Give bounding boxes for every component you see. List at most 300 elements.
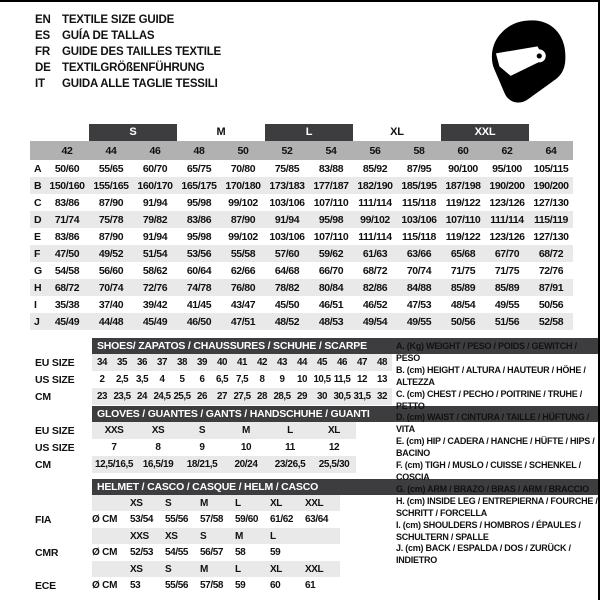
- measurement-value: 64/68: [274, 264, 300, 277]
- helmet-size-label: XXS: [130, 530, 149, 542]
- shoes-value: 36: [137, 357, 147, 368]
- measurement-value: 111/114: [490, 213, 524, 226]
- racing-helmet-icon: [489, 16, 567, 108]
- size-number: 54: [325, 144, 337, 157]
- shoes-value: 30,5: [333, 391, 351, 402]
- measurement-value: 72/76: [538, 264, 564, 277]
- size-group-xxl: XXL: [441, 124, 529, 141]
- legend-item: D. (cm) WAIST / CINTURA / TAILLE / HÜFTUNG / VITA: [396, 412, 589, 435]
- legend-item: B. (cm) HEIGHT / ALTURA / HAUTEUR / HÖHE / ALTEZZA: [396, 364, 586, 387]
- shoes-row-label: US SIZE: [35, 373, 75, 386]
- measurement-value: 185/195: [401, 179, 437, 192]
- size-group-xl: XL: [390, 126, 404, 138]
- shoes-value: 24: [137, 391, 147, 402]
- legend-item: E. (cm) HIP / CADERA / HANCHE / HÜFTE / HIPS / BACINO: [396, 436, 595, 459]
- measurement-value: 48/54: [450, 298, 476, 311]
- helmet-value: 57/58: [200, 580, 224, 591]
- helmet-value: 60: [270, 580, 281, 591]
- measurement-value: 70/80: [230, 162, 256, 175]
- measurement-row: [30, 245, 573, 262]
- helmet-unit-label: Ø CM: [92, 580, 118, 591]
- measurement-value: 46/50: [186, 315, 212, 328]
- measurement-value: 84/88: [406, 281, 432, 294]
- measurement-value: 85/92: [362, 162, 388, 175]
- shoes-value: 26: [197, 391, 207, 402]
- helmet-standard-label: CMR: [35, 546, 59, 559]
- gloves-value: 10: [240, 442, 252, 453]
- shoes-value: 25,5: [173, 391, 191, 402]
- measurement-value: 50/60: [54, 162, 80, 175]
- measurement-value: 187/198: [445, 179, 481, 192]
- helmet-size-label: XS: [165, 530, 178, 542]
- shoes-value: 9: [279, 374, 285, 385]
- shoes-row-label: EU SIZE: [35, 356, 75, 369]
- measurement-value: 105/115: [533, 162, 569, 175]
- gloves-value: S: [198, 425, 206, 436]
- measurement-value: 115/119: [534, 213, 568, 226]
- gloves-value: 8: [155, 442, 161, 453]
- size-group-m: M: [216, 126, 226, 138]
- legend-item: H. (cm) INSIDE LEG / ENTREPIERNA / FOURCHE / SCHRITT / FORCELLA: [396, 495, 598, 518]
- measurement-value: 50/56: [538, 298, 564, 311]
- measurement-row-letter: C: [34, 196, 42, 209]
- helmet-unit-label: Ø CM: [92, 547, 118, 558]
- size-number: 58: [413, 144, 425, 157]
- measurement-value: 87/90: [98, 196, 124, 209]
- language-code: IT: [35, 78, 45, 90]
- shoes-value: 13: [377, 374, 387, 385]
- helmet-value: 55/56: [165, 514, 189, 525]
- helmet-size-label: S: [165, 563, 172, 575]
- measurement-value: 90/100: [448, 162, 478, 175]
- measurement-value: 47/51: [230, 315, 256, 328]
- size-group-row: [30, 124, 573, 141]
- helmet-value: 59: [270, 547, 281, 558]
- helmet-size-label: S: [165, 497, 172, 509]
- gloves-value: 12,5/16,5: [94, 459, 134, 470]
- measurement-value: 58/62: [142, 264, 168, 277]
- shoes-value: 8: [259, 374, 265, 385]
- shoes-value: 7,5: [235, 374, 249, 385]
- legend-item: I. (cm) SHOULDERS / HOMBROS / ÉPAULES / SCHULTERN / SPALLE: [396, 519, 581, 542]
- shoes-value: 5: [179, 374, 185, 385]
- measurement-row: [30, 296, 573, 313]
- measurement-value: 75/78: [98, 213, 124, 226]
- measurement-row: [30, 279, 573, 296]
- language-row: [35, 28, 221, 44]
- shoes-value: 38: [177, 357, 187, 368]
- language-code: EN: [35, 14, 51, 26]
- shoes-value: 10,5: [313, 374, 331, 385]
- language-code: FR: [35, 46, 50, 58]
- measurement-row: [30, 160, 573, 177]
- measurement-value: 62/66: [230, 264, 256, 277]
- helmet-size-label: XXL: [305, 563, 324, 575]
- size-group-spacer: [529, 124, 573, 141]
- measurement-value: 111/114: [358, 230, 392, 243]
- helmet-size-label: M: [200, 497, 208, 509]
- measurement-value: 78/82: [274, 281, 300, 294]
- helmet-value: 57/58: [200, 514, 224, 525]
- measurement-row-letter: F: [34, 247, 41, 260]
- helmet-size-label: M: [235, 530, 243, 542]
- gloves-value: M: [242, 425, 250, 436]
- measurement-value: 61/63: [362, 247, 388, 260]
- measurement-value: 83/86: [186, 213, 212, 226]
- size-number: 64: [545, 144, 557, 157]
- measurement-value: 49/54: [362, 315, 388, 328]
- measurement-value: 71/74: [54, 213, 80, 226]
- shoes-value: 43: [277, 357, 287, 368]
- measurement-value: 115/118: [402, 196, 436, 209]
- measurement-value: 85/89: [494, 281, 520, 294]
- measurement-value: 52/58: [538, 315, 564, 328]
- measurement-value: 49/52: [98, 247, 124, 260]
- shoes-value: 12: [357, 374, 367, 385]
- measurement-row-letter: B: [34, 179, 42, 192]
- measurement-value: 82/86: [362, 281, 388, 294]
- measurement-value: 95/98: [186, 196, 212, 209]
- helmet-size-label: XS: [130, 563, 143, 575]
- helmet-size-label: XS: [130, 497, 143, 509]
- measurement-value: 103/106: [269, 196, 305, 209]
- measurement-value: 127/130: [533, 230, 569, 243]
- shoes-value: 47: [357, 357, 367, 368]
- measurement-value: 85/89: [450, 281, 476, 294]
- measurement-value: 111/114: [358, 196, 392, 209]
- measurement-value: 99/102: [228, 230, 258, 243]
- size-number-cells: [45, 145, 573, 157]
- shoes-value: 3,5: [135, 374, 149, 385]
- measurement-value: 66/70: [318, 264, 344, 277]
- measurement-value: 76/80: [230, 281, 256, 294]
- measurement-row-letter: H: [34, 281, 42, 294]
- shoes-value: 42: [257, 357, 267, 368]
- helmet-standard-label: FIA: [35, 513, 52, 526]
- measurement-value: 87/90: [98, 230, 124, 243]
- measurement-value: 182/190: [357, 179, 393, 192]
- measurement-value: 45/49: [54, 315, 80, 328]
- measurement-value: 87/91: [538, 281, 564, 294]
- shoes-value: 10: [297, 374, 307, 385]
- measurement-value: 63/66: [406, 247, 432, 260]
- size-group-s: S: [89, 124, 177, 141]
- legend-item: J. (cm) BACK / ESPALDA / DOS / ZURÜCK / INDIETRO: [396, 543, 571, 566]
- measurement-rows: [30, 160, 573, 330]
- measurement-value: 150/160: [49, 179, 85, 192]
- shoes-value: 39: [197, 357, 207, 368]
- gloves-value: 7: [111, 442, 117, 453]
- gloves-value: 23/26,5: [274, 459, 306, 470]
- size-number: 62: [501, 144, 513, 157]
- shoes-value: 34: [97, 357, 107, 368]
- measurement-row: [30, 177, 573, 194]
- measurement-value: 60/70: [142, 162, 168, 175]
- measurement-value: 49/55: [406, 315, 432, 328]
- gloves-row-label: US SIZE: [35, 441, 75, 454]
- measurement-value: 95/98: [318, 213, 344, 226]
- helmet-value: 59: [235, 580, 246, 591]
- helmet-size-row: [92, 495, 340, 511]
- measurement-value: 68/72: [54, 281, 80, 294]
- measurement-row-letter: D: [34, 213, 42, 226]
- helmet-size-label: L: [235, 497, 241, 509]
- language-code: DE: [35, 62, 51, 74]
- measurement-value: 51/56: [494, 315, 520, 328]
- measurement-value: 107/110: [445, 213, 481, 226]
- measurement-value: 55/58: [230, 247, 256, 260]
- size-number: 60: [457, 144, 469, 157]
- measurement-row: [30, 211, 573, 228]
- measurement-value: 115/118: [402, 230, 436, 243]
- language-title: TEXTILGRÖßENFÜHRUNG: [62, 62, 205, 74]
- measurement-value: 99/102: [228, 196, 258, 209]
- helmet-value: 52/53: [130, 547, 154, 558]
- language-row: [35, 44, 221, 60]
- shoes-value: 6,5: [215, 374, 229, 385]
- measurement-value: 72/76: [142, 281, 168, 294]
- shoes-row-label: CM: [35, 390, 51, 403]
- measurement-value: 68/72: [538, 247, 564, 260]
- measurement-value: 127/130: [533, 196, 569, 209]
- textile-size-table: [30, 124, 573, 330]
- gloves-value: 9: [199, 442, 205, 453]
- measurement-value: 91/94: [142, 196, 168, 209]
- measurement-row-letter: G: [34, 264, 42, 277]
- legend-item: G. (cm) ARM / BRAZO / BRAS / ARM / BRACCIO: [396, 483, 589, 494]
- measurement-value: 170/180: [225, 179, 261, 192]
- measurement-value: 119/122: [445, 196, 481, 209]
- measurement-row-letter: J: [34, 315, 40, 328]
- helmet-unit-label: Ø CM: [92, 514, 118, 525]
- measurement-legend: [396, 341, 598, 567]
- shoes-value: 45: [317, 357, 327, 368]
- measurement-value: 190/200: [489, 179, 525, 192]
- helmet-size-row: [92, 528, 340, 544]
- measurement-value: 47/50: [54, 247, 80, 260]
- gloves-value: 11: [285, 442, 295, 453]
- shoes-value: 11,5: [333, 374, 351, 385]
- measurement-value: 71/75: [450, 264, 476, 277]
- gloves-row-label: CM: [35, 458, 51, 471]
- helmet-size-label: XXL: [305, 497, 324, 509]
- shoes-value: 32: [377, 391, 387, 402]
- measurement-value: 48/52: [274, 315, 300, 328]
- size-number: 46: [149, 144, 161, 157]
- helmet-value: 54/55: [165, 547, 189, 558]
- measurement-value: 103/106: [269, 230, 305, 243]
- helmet-value: 53/54: [130, 514, 154, 525]
- measurement-value: 83/88: [318, 162, 344, 175]
- shoes-value: 24,5: [153, 391, 171, 402]
- measurement-value: 119/122: [445, 230, 481, 243]
- language-row: [35, 12, 221, 28]
- language-header: [35, 12, 221, 92]
- helmet-size-row: [92, 561, 340, 577]
- shoes-value: 48: [377, 357, 387, 368]
- helmet-size-label: L: [270, 530, 276, 542]
- legend-item: F. (cm) TIGH / MUSLO / CUISSE / SCHENKEL / COSCIA: [396, 460, 581, 482]
- shoes-value: 44: [297, 357, 307, 368]
- measurement-row: [30, 313, 573, 330]
- shoes-value: 23,5: [113, 391, 131, 402]
- measurement-value: 60/64: [186, 264, 212, 277]
- shoes-value: 27: [217, 391, 227, 402]
- language-title: GUÍA DE TALLAS: [62, 30, 155, 42]
- shoes-value: 29: [297, 391, 307, 402]
- measurement-value: 37/40: [98, 298, 124, 311]
- helmet-value: 55/56: [165, 580, 189, 591]
- measurement-value: 43/47: [230, 298, 256, 311]
- gloves-value: XL: [328, 425, 340, 436]
- shoes-value: 2: [99, 374, 105, 385]
- measurement-value: 160/170: [137, 179, 173, 192]
- size-group-spacer: [30, 124, 89, 141]
- measurement-value: 39/42: [142, 298, 168, 311]
- measurement-row-letter: A: [34, 162, 42, 175]
- gloves-value: 20/24: [234, 459, 258, 470]
- gloves-row-label: EU SIZE: [35, 424, 75, 437]
- measurement-value: 83/86: [54, 230, 80, 243]
- measurement-value: 177/187: [313, 179, 349, 192]
- helmet-size-label: XL: [270, 497, 282, 509]
- measurement-value: 57/60: [274, 247, 300, 260]
- shoes-value: 31,5: [353, 391, 371, 402]
- measurement-value: 103/106: [401, 213, 437, 226]
- helmet-value: 56/57: [200, 547, 224, 558]
- measurement-value: 190/200: [533, 179, 569, 192]
- measurement-value: 71/75: [494, 264, 520, 277]
- gloves-value: 12: [328, 442, 340, 453]
- legend-item: C. (cm) CHEST / PECHO / POITRINE / TRUHE / PETTO: [396, 388, 583, 411]
- gloves-section-title: GLOVES / GUANTES / GANTS / HANDSCHUHE / GUANTI: [92, 406, 598, 422]
- helmet-size-label: L: [235, 563, 241, 575]
- measurement-value: 53/56: [186, 247, 212, 260]
- measurement-value: 48/53: [318, 315, 344, 328]
- language-code: ES: [35, 30, 50, 42]
- measurement-value: 45/49: [142, 315, 168, 328]
- measurement-value: 123/126: [489, 230, 525, 243]
- shoes-section-title: SHOES/ ZAPATOS / CHAUSSURES / SCHUHE / SCARPE: [92, 338, 598, 354]
- shoes-value: 30: [317, 391, 327, 402]
- measurement-value: 54/58: [54, 264, 80, 277]
- shoes-value: 46: [337, 357, 347, 368]
- measurement-value: 49/55: [494, 298, 520, 311]
- shoes-value: 2,5: [115, 374, 129, 385]
- helmet-value: 63/64: [305, 514, 329, 525]
- helmet-value: 61: [305, 580, 316, 591]
- measurement-value: 155/165: [93, 179, 129, 192]
- measurement-value: 123/126: [489, 196, 525, 209]
- shoes-value: 41: [237, 357, 247, 368]
- measurement-value: 107/110: [313, 196, 349, 209]
- gloves-value: XS: [151, 425, 165, 436]
- measurement-value: 46/52: [362, 298, 388, 311]
- measurement-value: 44/48: [98, 315, 124, 328]
- measurement-value: 79/82: [142, 213, 168, 226]
- measurement-value: 91/94: [274, 213, 300, 226]
- shoes-value: 35: [117, 357, 127, 368]
- measurement-value: 87/90: [230, 213, 256, 226]
- helmet-value: 61/62: [270, 514, 294, 525]
- shoes-value: 37: [157, 357, 167, 368]
- measurement-value: 83/86: [54, 196, 80, 209]
- measurement-value: 41/45: [186, 298, 212, 311]
- measurement-value: 75/85: [274, 162, 300, 175]
- measurement-value: 51/54: [142, 247, 168, 260]
- language-row: [35, 76, 221, 92]
- gloves-value: 16,5/19: [142, 459, 174, 470]
- measurement-value: 65/68: [450, 247, 476, 260]
- measurement-value: 65/75: [186, 162, 212, 175]
- helmet-size-label: S: [200, 530, 207, 542]
- gloves-value: 18/21,5: [186, 459, 218, 470]
- language-row: [35, 60, 221, 76]
- helmet-size-label: M: [200, 563, 208, 575]
- measurement-value: 99/102: [360, 213, 390, 226]
- measurement-value: 107/110: [313, 230, 349, 243]
- shoes-value: 23: [97, 391, 107, 402]
- measurement-row-letter: E: [34, 230, 41, 243]
- measurement-value: 173/183: [269, 179, 305, 192]
- size-number: 52: [281, 144, 293, 157]
- measurement-value: 47/53: [406, 298, 432, 311]
- measurement-value: 55/65: [98, 162, 124, 175]
- helmet-size-label: XL: [270, 563, 282, 575]
- size-group-l: L: [265, 124, 353, 141]
- shoes-value: 28,5: [273, 391, 291, 402]
- measurement-value: 59/62: [318, 247, 344, 260]
- measurement-value: 95/98: [186, 230, 212, 243]
- measurement-value: 50/56: [450, 315, 476, 328]
- measurement-value: 165/175: [181, 179, 217, 192]
- shoes-value: 27,5: [233, 391, 251, 402]
- shoes-value: 40: [217, 357, 227, 368]
- measurement-row: [30, 194, 573, 211]
- gloves-value: XXS: [104, 425, 124, 436]
- measurement-value: 80/84: [318, 281, 344, 294]
- measurement-value: 87/95: [406, 162, 432, 175]
- measurement-row: [30, 228, 573, 245]
- gloves-value: L: [287, 425, 293, 436]
- measurement-value: 70/74: [98, 281, 124, 294]
- measurement-value: 46/51: [318, 298, 344, 311]
- shoes-value: 28: [257, 391, 267, 402]
- shoes-value: 6: [199, 374, 205, 385]
- size-number: 50: [237, 144, 249, 157]
- measurement-value: 67/70: [494, 247, 520, 260]
- measurement-value: 35/38: [54, 298, 80, 311]
- language-title: TEXTILE SIZE GUIDE: [62, 14, 175, 26]
- measurement-row: [30, 262, 573, 279]
- legend-item: A. (Kg) WEIGHT / PESO / POIDS / GEWITCH / PESO: [396, 341, 577, 363]
- helmet-standard-label: ECE: [35, 579, 56, 592]
- measurement-value: 70/74: [406, 264, 432, 277]
- helmet-value: 59/60: [235, 514, 259, 525]
- helmet-section-title: HELMET / CASCO / CASQUE / HELM / CASCO: [92, 479, 598, 495]
- language-title: GUIDE DES TAILLES TEXTILE: [62, 46, 221, 58]
- shoes-value: 4: [159, 374, 165, 385]
- helmet-value-row: [0, 577, 598, 594]
- measurement-row-letter: I: [34, 298, 37, 311]
- gloves-value: 25,5/30: [318, 459, 350, 470]
- measurement-value: 45/50: [274, 298, 300, 311]
- helmet-value: 53: [130, 580, 141, 591]
- helmet-value: 58: [235, 547, 246, 558]
- size-number: 56: [369, 144, 381, 157]
- measurement-value: 91/94: [142, 230, 168, 243]
- measurement-value: 68/72: [362, 264, 388, 277]
